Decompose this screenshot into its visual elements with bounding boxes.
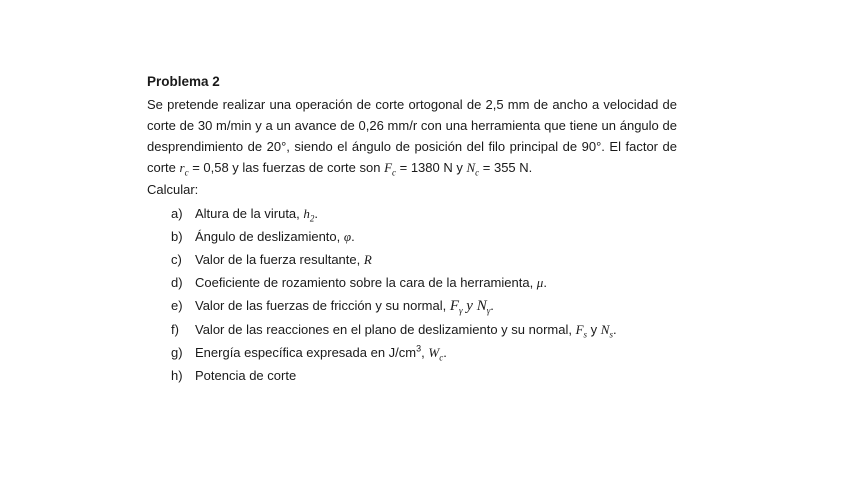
- f-gamma-subscript: γ: [459, 305, 463, 316]
- rc-symbol: r: [179, 160, 185, 175]
- item-text: [195, 364, 296, 387]
- list-item: [171, 248, 677, 271]
- fs-symbol: F: [575, 322, 584, 337]
- item-text-body: Valor de las fuerzas de fricción y su normal,: [195, 298, 450, 313]
- list-item: [171, 341, 677, 364]
- item-text-body: Ángulo de deslizamiento,: [195, 229, 344, 244]
- statement-part-3: = 1380 N y: [396, 160, 467, 175]
- item-end: .: [351, 229, 355, 244]
- item-mid: y: [587, 322, 601, 337]
- item-text: [195, 225, 355, 248]
- nc-symbol: N: [466, 160, 476, 175]
- fc-symbol: F: [384, 160, 393, 175]
- item-end: .: [612, 322, 617, 337]
- item-text: [195, 202, 318, 225]
- item-label: f): [171, 322, 179, 337]
- item-text: [195, 341, 447, 364]
- r-symbol: R: [363, 252, 372, 267]
- ns-subscript: s: [609, 329, 613, 340]
- list-item: [171, 202, 677, 225]
- item-end: .: [543, 275, 547, 290]
- item-label: e): [171, 298, 183, 313]
- item-mid: ,: [421, 345, 429, 360]
- rc-subscript: c: [184, 167, 189, 178]
- statement-part-1: Se pretende realizar una operación de corte ortogonal de 2,5 mm de ancho a velocidad de corte de 30 m/min y a un avance de 0,26 mm/r con una herramienta que tiene un ángulo de desprendimiento de 20°, siendo el ángulo de posición del filo principal de 90°. El factor de corte: [147, 97, 677, 175]
- item-text-body: Altura de la viruta,: [195, 206, 304, 221]
- problem-title: Problema 2: [147, 74, 220, 89]
- ns-symbol: N: [600, 322, 610, 337]
- list-item: [171, 225, 677, 248]
- item-mid: y: [462, 298, 477, 314]
- item-end: .: [443, 345, 447, 360]
- item-end: .: [490, 298, 494, 313]
- wc-subscript: c: [439, 352, 444, 363]
- item-label: a): [171, 206, 183, 221]
- n-gamma-symbol: N: [476, 298, 487, 314]
- item-text-body: Coeficiente de rozamiento sobre la cara de la herramienta,: [195, 275, 537, 290]
- item-text-body: Potencia de corte: [195, 368, 297, 383]
- question-list: [147, 202, 677, 387]
- item-text: [195, 248, 372, 271]
- item-end: .: [314, 206, 319, 221]
- mu-symbol: μ: [536, 275, 544, 290]
- statement-part-4: = 355 N.: [479, 160, 533, 175]
- problem-statement: [147, 94, 677, 178]
- item-label: d): [171, 275, 183, 290]
- fc-subscript: c: [392, 167, 397, 178]
- item-label: b): [171, 229, 183, 244]
- wc-symbol: W: [428, 345, 440, 360]
- item-text: [195, 318, 617, 341]
- list-item: [171, 271, 677, 294]
- item-text-body: Valor de la fuerza resultante,: [195, 252, 364, 267]
- item-label: h): [171, 368, 183, 383]
- cubic-superscript: 3: [416, 343, 422, 354]
- fs-subscript: s: [583, 329, 588, 340]
- item-text: [195, 294, 494, 318]
- nc-subscript: c: [475, 167, 480, 178]
- item-text-body: Valor de las reacciones en el plano de deslizamiento y su normal,: [195, 322, 576, 337]
- item-text-body: Energía específica expresada en J/cm: [195, 345, 417, 360]
- statement-part-2: = 0,58 y las fuerzas de corte son: [188, 160, 385, 175]
- item-label: g): [171, 345, 183, 360]
- item-text: [195, 271, 547, 294]
- f-gamma-symbol: F: [449, 298, 459, 314]
- h-subscript: 2: [309, 213, 315, 224]
- list-item: [171, 364, 677, 387]
- phi-symbol: φ: [343, 229, 352, 244]
- item-label: c): [171, 252, 182, 267]
- calcular-label: Calcular:: [147, 182, 199, 197]
- h-symbol: h: [303, 206, 310, 221]
- list-item: [171, 294, 677, 318]
- problem-document: [147, 73, 677, 387]
- list-item: [171, 318, 677, 341]
- n-gamma-subscript: γ: [486, 305, 491, 316]
